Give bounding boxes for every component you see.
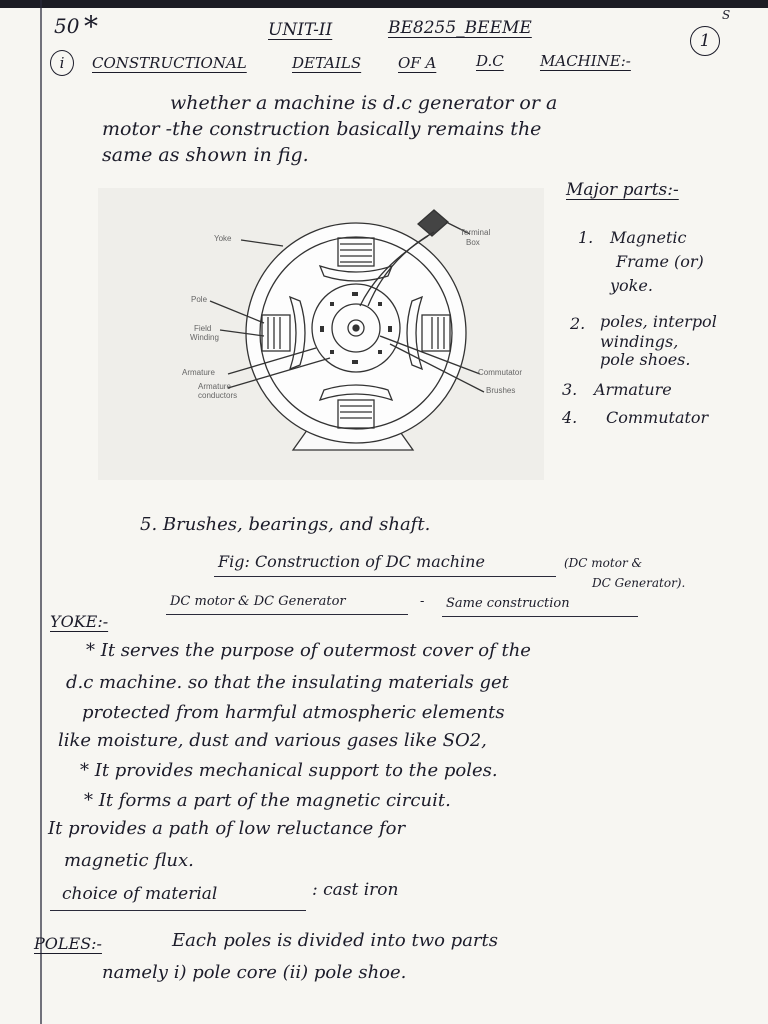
section-number-text: i bbox=[59, 54, 65, 72]
major-part-1-line-1: Magnetic bbox=[610, 228, 687, 247]
yoke-line-8: magnetic flux. bbox=[64, 850, 194, 871]
note-underline-left bbox=[166, 614, 408, 615]
star-mark: * bbox=[84, 10, 98, 43]
margin-line bbox=[40, 0, 42, 1024]
label-field-winding-1: Field bbox=[194, 324, 212, 333]
yoke-heading: YOKE:- bbox=[50, 612, 109, 631]
circled-page-digit: 1 bbox=[699, 31, 711, 51]
figure-note-left: DC motor & DC Generator bbox=[170, 594, 346, 609]
caption-underline bbox=[214, 576, 556, 577]
figure-note-dash: - bbox=[420, 594, 425, 609]
choice-underline bbox=[50, 910, 306, 911]
shaft-center bbox=[353, 325, 359, 331]
major-part-1-line-3: yoke. bbox=[610, 276, 653, 295]
section-number bbox=[50, 50, 74, 76]
yoke-line-7: It provides a path of low reluctance for bbox=[48, 818, 406, 839]
top-edge-strip bbox=[0, 0, 768, 8]
yoke-line-3: protected from harmful atmospheric elements bbox=[82, 702, 505, 723]
major-part-2-num: 2. bbox=[570, 314, 586, 333]
poles-heading: POLES:- bbox=[34, 934, 102, 953]
yoke-line-1: * It serves the purpose of outermost cover of the bbox=[86, 640, 531, 661]
intro-line-2: motor -the construction basically remains the bbox=[102, 118, 542, 140]
yoke-line-2: d.c machine. so that the insulating materials get bbox=[66, 672, 509, 693]
figure-caption-note-1: (DC motor & bbox=[564, 556, 643, 570]
heading-word-4: D.C bbox=[476, 52, 504, 70]
choice-of-material-label: choice of material bbox=[62, 884, 218, 904]
label-terminal-box-2: Box bbox=[466, 238, 480, 247]
note-underline-right bbox=[442, 616, 638, 617]
corner-mark: S bbox=[722, 8, 731, 22]
major-part-2-line-3: pole shoes. bbox=[600, 350, 691, 369]
label-field-winding-2: Winding bbox=[190, 333, 219, 342]
poles-line-1: Each poles is divided into two parts bbox=[172, 930, 499, 951]
major-part-4-num: 4. bbox=[562, 408, 578, 427]
label-commutator: Commutator bbox=[478, 368, 523, 377]
label-armature-conductors-1: Armature bbox=[198, 382, 231, 391]
page-number: 50 bbox=[54, 14, 80, 38]
heading-word-2: DETAILS bbox=[292, 54, 362, 72]
intro-line-3: same as shown in fig. bbox=[102, 144, 309, 166]
yoke-line-6: * It forms a part of the magnetic circuit. bbox=[84, 790, 451, 811]
major-part-3-line-1: Armature bbox=[594, 380, 672, 399]
label-armature: Armature bbox=[182, 368, 215, 377]
heading-word-5: MACHINE:- bbox=[540, 52, 631, 70]
label-pole: Pole bbox=[191, 295, 208, 304]
intro-line-1: whether a machine is d.c generator or a bbox=[170, 92, 558, 114]
figure-caption: Fig: Construction of DC machine bbox=[218, 552, 485, 571]
major-part-1-num: 1. bbox=[578, 228, 594, 247]
major-part-2-line-1: poles, interpol bbox=[600, 312, 717, 331]
label-terminal-box-1: Terminal bbox=[460, 228, 491, 237]
heading-word-3: OF A bbox=[398, 54, 437, 72]
circled-page-number bbox=[690, 26, 720, 56]
unit-title: UNIT-II bbox=[268, 20, 333, 40]
figure-caption-note-2: DC Generator). bbox=[592, 576, 686, 590]
major-part-4-line-1: Commutator bbox=[606, 408, 709, 427]
figure-note-right: Same construction bbox=[446, 596, 570, 611]
label-armature-conductors-2: conductors bbox=[198, 391, 238, 400]
poles-line-2: namely i) pole core (ii) pole shoe. bbox=[102, 962, 407, 983]
dc-machine-diagram bbox=[98, 188, 544, 480]
heading-word-1: CONSTRUCTIONAL bbox=[92, 54, 247, 72]
major-part-5: 5. Brushes, bearings, and shaft. bbox=[140, 514, 431, 535]
course-code: BE8255_BEEME bbox=[388, 18, 532, 38]
major-parts-heading: Major parts:- bbox=[566, 180, 679, 200]
major-part-2-line-2: windings, bbox=[600, 332, 679, 351]
yoke-line-4: like moisture, dust and various gases like SO2, bbox=[58, 730, 487, 751]
choice-of-material-value: : cast iron bbox=[312, 880, 399, 900]
label-yoke: Yoke bbox=[214, 234, 232, 243]
major-part-3-num: 3. bbox=[562, 380, 578, 399]
label-brushes: Brushes bbox=[486, 386, 516, 395]
yoke-line-5: * It provides mechanical support to the poles. bbox=[80, 760, 498, 781]
major-part-1-line-2: Frame (or) bbox=[616, 252, 704, 271]
